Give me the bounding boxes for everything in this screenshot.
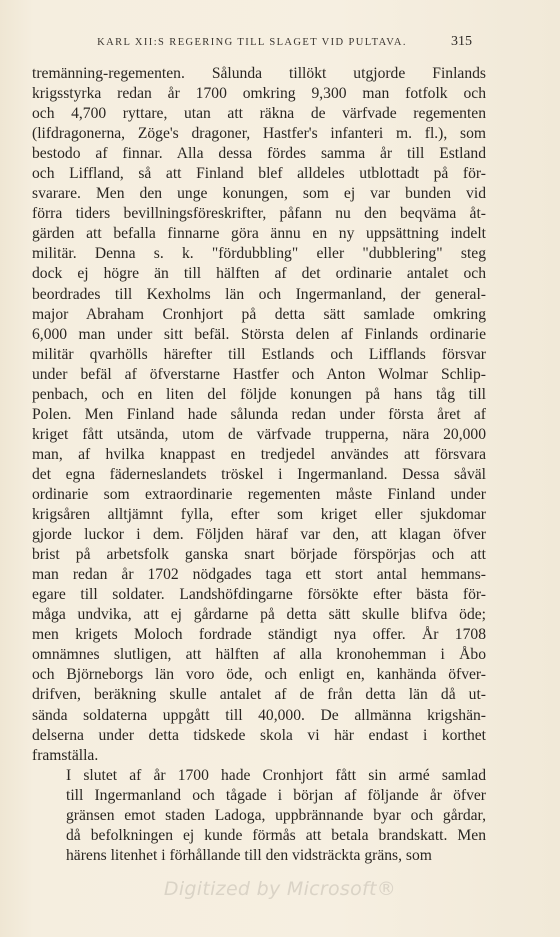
text-line: militär. Denna s. k. "fördubbling" eller "dubblering" steg [32,245,486,263]
text-line: 6,000 man under sitt befäl. Största delen af Finlands ordinarie [32,325,486,343]
text-line: då befolkningen ej kunde förmås att betala brandskatt. Men [66,826,486,844]
text-line: brist på arbetsfolk ganska snart började förspörjas och att [32,546,486,564]
running-header: KARL XII:S REGERING TILL SLAGET VID PULTAVA. [97,37,407,48]
text-line: man redan år 1702 nödgades taga ett stort antal hemmans- [32,566,486,584]
text-line: förra tiders bevillningsföreskrifter, påfann nu den beqväma åt- [32,205,486,223]
paragraph-2 [32,766,486,866]
text-line: gärden att befalla finnarne göra ännu en ny uppsättning indelt [32,225,486,243]
text-line: svarare. Men den unge konungen, som ej var bunden vid [32,185,486,203]
text-line: det egna fäderneslandets tröskel i Ingermanland. Dessa såväl [32,465,486,483]
text-line: gjorde luckor i dem. Följden häraf var den, att klagan öfver [32,526,486,544]
text-line: framställa. [32,746,99,764]
text-line: man, af hvilka knappast en tredjedel användes att försvara [32,445,486,463]
text-line: krigsåren alltjämnt fylla, efter som kriget eller sjukdomar [32,506,486,524]
text-line: till Ingermanland och tågade i början af följande år öfver [66,786,486,804]
text-line: dock ej högre än till hälften af det ordinarie antalet och [32,265,486,283]
body-text [32,64,486,866]
text-line: (lifdragonerna, Zöge's dragoner, Hastfer's infanteri m. fl.), som [32,125,486,143]
text-line: och Björneborgs län voro öde, och enligt en, kanhända öfver- [32,666,486,684]
text-line: men krigets Moloch fordrade ständigt nya offer. År 1708 [32,626,486,644]
text-line: Polen. Men Finland hade sålunda redan under första året af [32,405,486,423]
text-line: militär qvarhölls härefter till Estlands och Lifflands försvar [32,345,486,363]
text-line: bestodo af finnar. Alla dessa fördes samma år till Estland [32,145,486,163]
text-line: penbach, och en liten del följde konungen på hans tåg till [32,385,486,403]
text-line: kriget fått utsända, utom de värfvade trupperna, nära 20,000 [32,425,486,443]
text-line: tremänning-regementen. Sålunda tillökt utgjorde Finlands [32,65,486,82]
text-line: I slutet af år 1700 hade Cronhjort fått sin armé samlad [66,766,486,784]
page-number: 315 [451,34,472,49]
digitization-watermark: Digitized by Microsoft® [163,878,397,900]
text-line: och 4,700 ryttare, utan att räkna de värfvade regementen [32,105,486,123]
paragraph-1 [32,64,486,766]
text-line: sända soldaterna uppgått till 40,000. De allmänna krigshän- [32,706,486,724]
text-line: omnämnes slutligen, att hälften af alla kronohemman i Åbo [32,646,486,664]
text-line: beordrades till Kexholms län och Ingermanland, der general- [32,285,486,303]
text-line: krigsstyrka redan år 1700 omkring 9,300 man fotfolk och [32,85,486,103]
text-line: drifven, beräkning skulle antalet af de från detta län då ut- [32,686,486,704]
text-line: under befäl af öfverstarne Hastfer och Anton Wolmar Schlip- [32,365,486,383]
text-line: delserna under detta tidskede skola vi här endast i korthet [32,726,486,744]
text-line: härens litenhet i förhållande till den vidsträckta gräns, som [66,846,432,864]
text-line: ordinarie som extraordinarie regementen måste Finland under [32,485,486,503]
text-line: måga undvika, att ej gårdarne på detta sätt skulle blifva öde; [32,606,486,624]
text-line: gränsen emot staden Ladoga, uppbrännande byar och gårdar, [66,806,486,824]
text-line: och Liffland, så att Finland blef alldeles utblottadt på för- [32,165,486,183]
text-line: major Abraham Cronhjort på detta sätt samlade omkring [32,305,486,323]
text-line: egare till soldater. Landshöfdingarne försökte efter bästa för- [32,586,486,604]
